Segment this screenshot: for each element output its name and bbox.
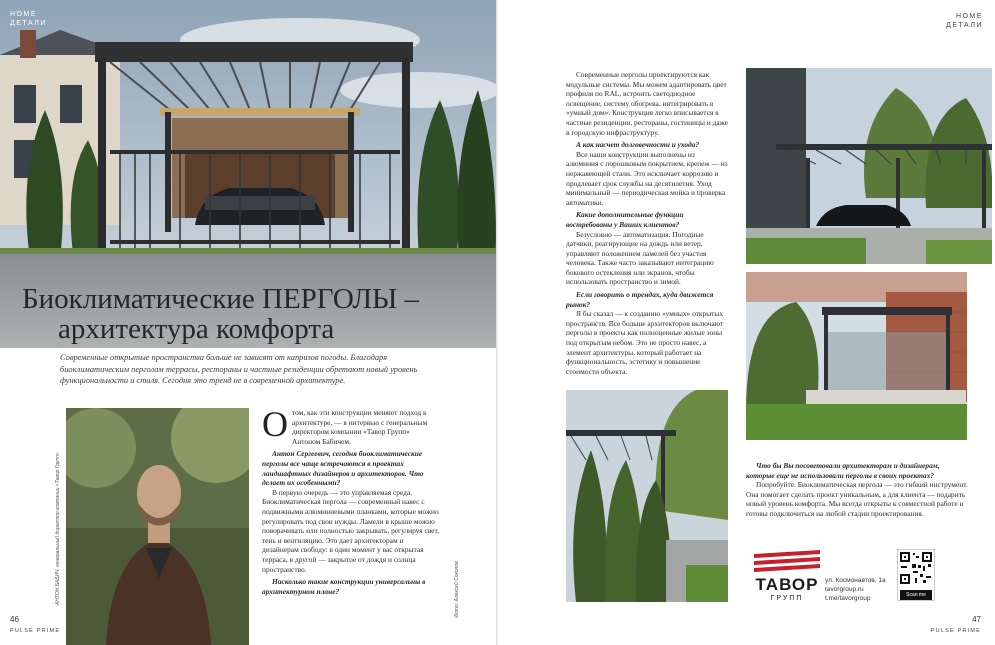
section-header-left bbox=[10, 10, 47, 28]
address: ул. Космонавтов, 1а bbox=[825, 577, 886, 584]
answer-6: Попробуйте. Биоклиматическая пергола — это гибкий инструмент. Она помогает сделать проект уникальным, а для клиента — подарить новый уровень комфорта. Мы всегда открыты к совместной работе и готовы подключиться на любой стадии проектирования. bbox=[746, 480, 968, 518]
column-3 bbox=[746, 458, 970, 519]
logo-wordmark: ТАВОР bbox=[755, 575, 819, 594]
photo-credit: Фото: Алексей Соколов bbox=[454, 561, 460, 618]
section-label: HOME bbox=[10, 11, 37, 18]
terrace-illustration bbox=[746, 272, 967, 440]
page-number-left: 46 bbox=[10, 615, 19, 624]
article-title bbox=[22, 284, 462, 344]
question-1: Антон Сергеевич, сегодня биоклиматические перголы все чаще встречаются в проектах ландшафтных дизайнеров и архитекторов. Что делает их особенными? bbox=[262, 449, 424, 488]
question-4: Какие дополнительные функции востребованы у Ваших клиентов? bbox=[566, 210, 684, 229]
tavor-logo bbox=[747, 548, 827, 608]
qr-label: Scan me bbox=[900, 590, 932, 600]
title-line-2: архитектура комфорта bbox=[58, 313, 335, 345]
magazine-name-left: PULSE PRIME bbox=[10, 628, 61, 634]
qr-code[interactable] bbox=[897, 549, 935, 601]
pergola-photo-2 bbox=[746, 68, 992, 264]
qr-code-icon bbox=[898, 550, 934, 586]
article-lead: Современные открытые пространства больше не зависят от капризов погоды. Благодаря биоклиматическим перголам террасы, рестораны и частные резиденции обретают новый уровень функциональности и стиля. Сегодня это тренд не в современной архитектуре. bbox=[60, 353, 418, 385]
answer-1: В первую очередь — это управляемая среда. Биоклиматическая пергола — современный навес с подвижными алюминиевыми планками, которые можно регулировать под свои нужды. Ламели в крыше можно поворачивать или полностью закрывать, регулируя свет, тень и вентиляцию. Это дает архитекторам и дизайнерам свободу: в один момент у вас открытая терраса, в другой — закрытое от дождя и солнца пространство. bbox=[262, 487, 439, 574]
column-2 bbox=[566, 70, 728, 376]
intro-text: том, как эти конструкции меняют подход к архитектуре, — в интервью с генеральным директором компании «Тавор Групп» Антоном Бабичем. bbox=[292, 408, 428, 446]
question-3: А как насчет долговечности и ухода? bbox=[576, 140, 700, 150]
left-page bbox=[0, 0, 497, 645]
subsection-label: ДЕТАЛИ bbox=[946, 22, 983, 29]
page-number-right: 47 bbox=[972, 615, 981, 624]
subsection-label: ДЕТАЛИ bbox=[10, 20, 47, 27]
section-label: HOME bbox=[956, 13, 983, 20]
answer-2: Современные перголы проектируются как модульные системы. Мы можем адаптировать цвет профиля по RAL, встроить светодиодное освещение, систему обогрева, интегрировать в «умный дом». Конструкция легко вписывается в частные резиденции, рестораны, гостиницы и даже в городскую инфраструктуру. bbox=[566, 70, 728, 137]
dropcap: О bbox=[262, 404, 288, 444]
carport-illustration bbox=[746, 68, 992, 264]
answer-3: Все наши конструкции выполнены из алюминия с порошковым покрытием, крепеж — из нержавеющей стали. Это исключает коррозию и продлевает срок службы на десятилетия. Уход минимальный — периодическая мойка и проверка автоматики. bbox=[566, 149, 728, 207]
magazine-name-right: PULSE PRIME bbox=[930, 628, 981, 634]
telegram-link[interactable]: t.me/tavorgroup bbox=[825, 595, 871, 602]
title-line-1: Биоклиматические ПЕРГОЛЫ – bbox=[22, 283, 420, 315]
section-header-right bbox=[946, 12, 983, 30]
pergola-photo-3 bbox=[746, 272, 967, 440]
contacts bbox=[825, 576, 886, 603]
garden-pergola-illustration bbox=[566, 390, 728, 602]
question-2: Насколько такие конструкции универсальны в архитектурном плане? bbox=[262, 577, 426, 596]
portrait-photo bbox=[66, 408, 249, 645]
website-link[interactable]: tavorgroup.ru bbox=[825, 586, 864, 593]
column-1 bbox=[262, 404, 440, 596]
logo-subtitle: ГРУПП bbox=[770, 595, 804, 602]
right-page bbox=[498, 0, 995, 645]
answer-4: Безусловно — автоматизация. Погодные датчики, реагирующие на дождь или ветер, управляют положением ламелей без участия человека. Также часто заказывают интеграцию бокового остекления или экранов, чтобы использовать пространство и зимой. bbox=[566, 229, 714, 287]
answer-5: Я бы сказал — к созданию «умных» открытых пространств. Все больше архитекторов включают перголы в проекты как полноценные жилые зоны под открытым небом. Это не просто навес, а элемент архитектуры, который работает на функциональность, эстетику и повышение стоимости объекта. bbox=[566, 309, 724, 376]
question-5: Если говорить о трендах, куда движется рынок? bbox=[566, 290, 714, 309]
question-6: Что бы Вы посоветовали архитекторам и дизайнерам, которые еще не использовали перголы в своих проектах? bbox=[746, 461, 940, 480]
portrait-illustration bbox=[66, 408, 249, 645]
portrait-caption: АНТОН БАБИЧ, генеральный директор компании «Тавор Групп» bbox=[55, 452, 61, 605]
pergola-photo-4 bbox=[566, 390, 728, 602]
logo-mark-icon bbox=[754, 550, 820, 572]
